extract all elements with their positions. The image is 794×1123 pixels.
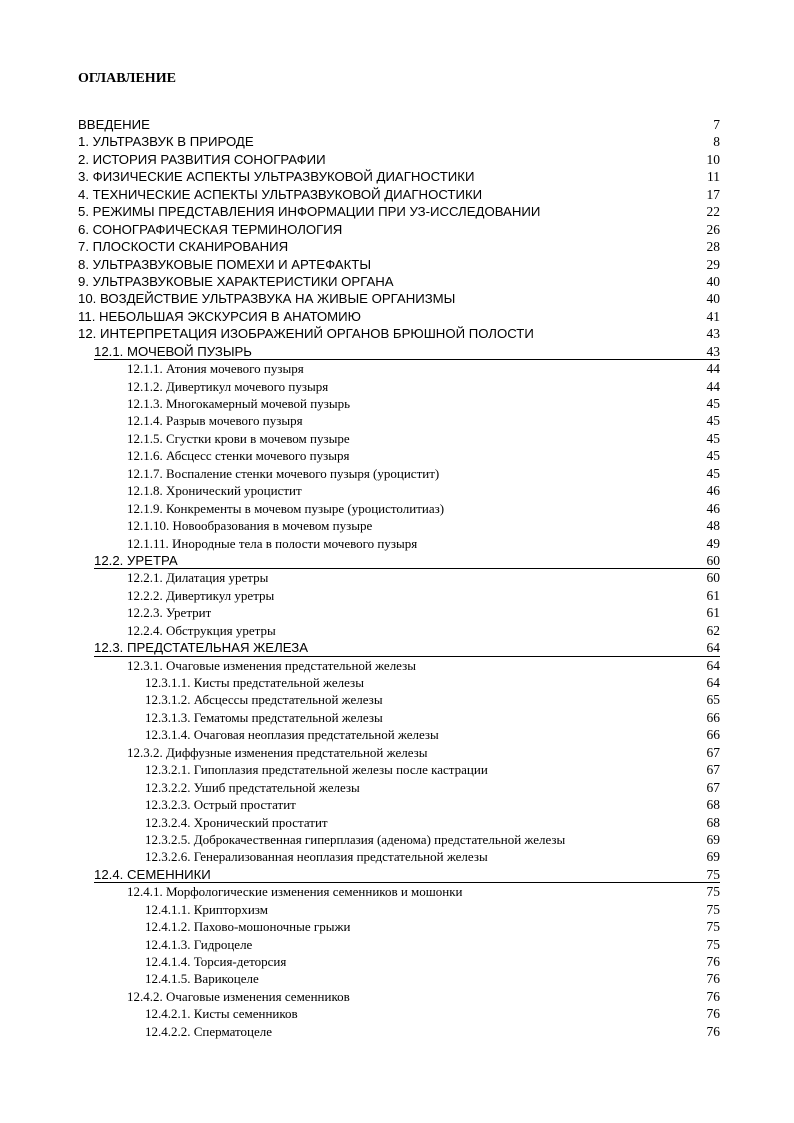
toc-entry[interactable]	[78, 848, 720, 865]
toc-entry-title: ВВЕДЕНИЕ	[78, 117, 150, 132]
toc-entry-title: 10. ВОЗДЕЙСТВИЕ УЛЬТРАЗВУКА НА ЖИВЫЕ ОРГАНИЗМЫ	[78, 291, 456, 307]
toc-entry-page-number: 45	[706, 465, 720, 481]
toc-entry[interactable]	[78, 691, 720, 708]
toc-entry-page-number: 46	[706, 500, 720, 516]
page-title: ОГЛАВЛЕНИЕ	[78, 71, 176, 86]
toc-entry[interactable]	[78, 465, 720, 482]
toc-entry-page-number: 75	[706, 901, 720, 917]
toc-entry[interactable]	[78, 953, 720, 970]
toc-entry[interactable]	[78, 674, 720, 691]
toc-entry-title: 12.1.9. Конкременты в мочевом пузыре (уроцистолитиаз)	[127, 500, 445, 516]
toc-entry-page-number: 76	[706, 954, 720, 969]
toc-entry-title: 12.3.1.3. Гематомы предстательной железы	[145, 709, 383, 725]
toc-entry-page-number: 61	[706, 587, 720, 603]
toc-entry[interactable]	[78, 761, 720, 778]
toc-entry-page-number: 26	[706, 221, 720, 237]
toc-entry-title: 12.4.1.4. Торсия-деторсия	[145, 954, 287, 969]
toc-entry-title: 12.3.1.4. Очаговая неоплазия предстательной железы	[145, 727, 439, 743]
toc-entry-page-number: 69	[706, 849, 720, 865]
toc-entry[interactable]	[78, 744, 720, 761]
toc-entry-page-number: 8	[713, 134, 720, 150]
toc-entry-title: 12.1.11. Инородные тела в полости мочевого пузыря	[127, 535, 418, 551]
toc-entry-title: 12.1.3. Многокамерный мочевой пузырь	[127, 396, 351, 411]
toc-entry-page-number: 45	[706, 413, 720, 429]
toc-entry-page-number: 28	[706, 239, 720, 255]
toc-entry-title: 12.3.1. Очаговые изменения предстательной железы	[127, 657, 416, 673]
toc-entry[interactable]	[78, 779, 720, 796]
toc-entry-title: 3. ФИЗИЧЕСКИЕ АСПЕКТЫ УЛЬТРАЗВУКОВОЙ ДИАГНОСТИКИ	[78, 169, 475, 185]
toc-entry-title: 12.4.1.3. Гидроцеле	[145, 936, 253, 952]
toc-entry-title: 12.3.2.3. Острый простатит	[145, 797, 296, 813]
toc-entry-page-number: 45	[706, 448, 720, 464]
table-of-contents-page	[78, 70, 720, 1040]
toc-entry-title: 12.4.1.5. Варикоцеле	[145, 971, 259, 987]
toc-entry[interactable]	[78, 709, 720, 726]
toc-entry-title: 12.1.1. Атония мочевого пузыря	[127, 361, 304, 377]
toc-entry-page-number: 65	[706, 692, 720, 708]
toc-entry-page-number: 43	[706, 343, 720, 359]
toc-entry-page-number: 64	[706, 640, 720, 656]
toc-entry-title: 12.4.2.1. Кисты семенников	[145, 1006, 298, 1022]
toc-entry[interactable]	[78, 622, 720, 639]
toc-entry-page-number: 75	[706, 866, 720, 882]
toc-entry[interactable]	[78, 430, 720, 447]
toc-entry[interactable]	[78, 151, 720, 168]
toc-entry[interactable]	[94, 866, 720, 883]
toc-entry-title: 12.3.2.4. Хронический простатит	[145, 814, 328, 830]
toc-entry-page-number: 69	[706, 831, 720, 847]
toc-entry-title: 12.4.2. Очаговые изменения семенников	[127, 988, 350, 1004]
toc-entry[interactable]	[78, 918, 720, 935]
toc-entry-title: 12.1.5. Сгустки крови в мочевом пузыре	[127, 430, 350, 446]
toc-entry[interactable]	[78, 569, 720, 586]
toc-entry[interactable]	[78, 587, 720, 604]
toc-entry-title: 8. УЛЬТРАЗВУКОВЫЕ ПОМЕХИ И АРТЕФАКТЫ	[78, 256, 372, 272]
toc-entry-page-number: 76	[706, 1006, 720, 1022]
toc-entry-page-number: 68	[706, 797, 720, 813]
toc-entry[interactable]	[78, 988, 720, 1005]
toc-entry-page-number: 40	[706, 291, 720, 307]
toc-entry-page-number: 75	[706, 936, 720, 952]
toc-entry-page-number: 60	[706, 570, 720, 586]
toc-entry[interactable]	[78, 535, 720, 552]
toc-entry-title: 12.3.1.2. Абсцессы предстательной железы	[145, 692, 383, 708]
toc-entry-title: 9. УЛЬТРАЗВУКОВЫЕ ХАРАКТЕРИСТИКИ ОРГАНА	[78, 273, 394, 289]
toc-entry-page-number: 40	[706, 273, 720, 289]
toc-entry[interactable]	[78, 186, 720, 203]
toc-entry-page-number: 11	[707, 169, 720, 185]
toc-entry[interactable]	[78, 482, 720, 499]
toc-entry[interactable]	[94, 552, 720, 569]
toc-entry-page-number: 76	[706, 1023, 720, 1039]
toc-entry-title: 7. ПЛОСКОСТИ СКАНИРОВАНИЯ	[78, 239, 289, 255]
toc-entry-title: 4. ТЕХНИЧЕСКИЕ АСПЕКТЫ УЛЬТРАЗВУКОВОЙ ДИАГНОСТИКИ	[78, 186, 483, 202]
toc-entry-page-number: 17	[706, 186, 720, 202]
toc-entry-title: 12.3.2.6. Генерализованная неоплазия предстательной железы	[145, 849, 488, 865]
toc-entry-page-number: 62	[706, 622, 720, 638]
toc-entry-title: 12. ИНТЕРПРЕТАЦИЯ ИЗОБРАЖЕНИЙ ОРГАНОВ БРЮШНОЙ ПОЛОСТИ	[78, 326, 534, 342]
toc-entry[interactable]	[78, 814, 720, 831]
toc-entry-title: 12.3. ПРЕДСТАТЕЛЬНАЯ ЖЕЛЕЗА	[94, 640, 309, 656]
toc-entry-title: 12.2.4. Обструкция уретры	[127, 622, 276, 638]
toc-entry-page-number: 75	[706, 919, 720, 935]
toc-entry-title: 12.2. УРЕТРА	[94, 552, 178, 568]
toc-entry-title: 12.2.3. Уретрит	[127, 605, 212, 621]
toc-entry-title: 12.4.1. Морфологические изменения семенников и мошонки	[127, 884, 463, 900]
toc-entry[interactable]	[78, 116, 720, 133]
toc-entry[interactable]	[78, 901, 720, 918]
toc-entry[interactable]	[78, 273, 720, 290]
toc-entry-page-number: 45	[706, 430, 720, 446]
toc-entry[interactable]	[94, 639, 720, 656]
toc-entry[interactable]	[78, 290, 720, 307]
toc-entry[interactable]	[94, 343, 720, 360]
toc-entry-page-number: 41	[706, 308, 720, 324]
toc-entry-title: 12.1.4. Разрыв мочевого пузыря	[127, 413, 303, 429]
toc-entry[interactable]	[78, 412, 720, 429]
toc-entry-title: 12.2.2. Дивертикул уретры	[127, 587, 275, 603]
toc-entry-page-number: 29	[706, 256, 720, 272]
toc-entry-title: 12.3.2.5. Доброкачественная гиперплазия (аденома) предстательной железы	[145, 831, 566, 847]
toc-entry-page-number: 75	[706, 884, 720, 900]
toc-entry[interactable]	[78, 970, 720, 987]
toc-entry-page-number: 46	[706, 483, 720, 499]
toc-entry-page-number: 76	[706, 988, 720, 1004]
toc-entry-title: 12.1.6. Абсцесс стенки мочевого пузыря	[127, 448, 350, 464]
toc-entry-page-number: 22	[706, 204, 720, 220]
toc-entry[interactable]	[78, 831, 720, 848]
toc-entry-title: 6. СОНОГРАФИЧЕСКАЯ ТЕРМИНОЛОГИЯ	[78, 221, 343, 237]
toc-entry[interactable]	[78, 500, 720, 517]
toc-entry-title: 12.2.1. Дилатация уретры	[127, 570, 269, 586]
toc-entry-title: 12.4.2.2. Сперматоцеле	[145, 1023, 273, 1039]
toc-entry-page-number: 49	[706, 535, 720, 551]
toc-entry[interactable]	[78, 1005, 720, 1022]
toc-entry-page-number: 45	[706, 396, 720, 411]
toc-entry[interactable]	[78, 936, 720, 953]
toc-entry-title: 12.4.1.2. Пахово-мошоночные грыжи	[145, 919, 351, 935]
toc-entry-page-number: 44	[706, 361, 720, 377]
toc-entry-page-number: 64	[706, 675, 720, 690]
toc-entry-page-number: 43	[706, 326, 720, 342]
toc-entry-page-number: 66	[706, 727, 720, 743]
toc-entry[interactable]	[78, 378, 720, 395]
toc-entry[interactable]	[78, 325, 720, 342]
toc-entry-page-number: 44	[706, 378, 720, 394]
toc-entry[interactable]	[78, 238, 720, 255]
toc-entry-title: 12.3.2.1. Гипоплазия предстательной железы после кастрации	[145, 762, 488, 778]
toc-entry-page-number: 60	[706, 552, 720, 568]
toc-entry-title: 12.4.1.1. Крипторхизм	[145, 901, 268, 917]
toc-entry[interactable]	[78, 133, 720, 150]
toc-entry-page-number: 10	[706, 151, 720, 167]
toc-entry-title: 1. УЛЬТРАЗВУК В ПРИРОДЕ	[78, 134, 254, 150]
toc-entry-page-number: 66	[706, 709, 720, 725]
toc-entry-title: 12.3.1.1. Кисты предстательной железы	[145, 675, 364, 690]
toc-entry-title: 12.1.8. Хронический уроцистит	[127, 483, 302, 499]
toc-entry-page-number: 67	[706, 744, 720, 760]
toc-entry-title: 12.3.2. Диффузные изменения предстательной железы	[127, 744, 428, 760]
toc-entry-page-number: 67	[706, 762, 720, 778]
toc-entry[interactable]	[78, 1023, 720, 1040]
toc-entry[interactable]	[78, 726, 720, 743]
toc-entry[interactable]	[78, 883, 720, 900]
toc-entry-title: 12.3.2.2. Ушиб предстательной железы	[145, 779, 360, 795]
toc-list	[78, 116, 720, 1040]
toc-entry[interactable]	[78, 447, 720, 464]
toc-entry-page-number: 61	[706, 605, 720, 621]
toc-entry-title: 12.1. МОЧЕВОЙ ПУЗЫРЬ	[94, 343, 252, 359]
toc-entry-page-number: 76	[706, 971, 720, 987]
toc-entry-title: 5. РЕЖИМЫ ПРЕДСТАВЛЕНИЯ ИНФОРМАЦИИ ПРИ УЗ-ИССЛЕДОВАНИИ	[78, 204, 541, 220]
toc-entry-title: 2. ИСТОРИЯ РАЗВИТИЯ СОНОГРАФИИ	[78, 151, 326, 167]
toc-entry-page-number: 68	[706, 814, 720, 830]
toc-entry[interactable]	[78, 517, 720, 534]
toc-entry-title: 11. НЕБОЛЬШАЯ ЭКСКУРСИЯ В АНАТОМИЮ	[78, 308, 361, 324]
toc-entry[interactable]	[78, 360, 720, 377]
toc-entry[interactable]	[78, 203, 720, 220]
toc-entry-page-number: 7	[713, 117, 720, 132]
toc-entry[interactable]	[78, 657, 720, 674]
toc-entry-title: 12.1.10. Новообразования в мочевом пузыре	[127, 518, 373, 534]
toc-entry[interactable]	[78, 168, 720, 185]
toc-entry-title: 12.4. СЕМЕННИКИ	[94, 866, 211, 882]
toc-entry-title: 12.1.7. Воспаление стенки мочевого пузыря (уроцистит)	[127, 465, 440, 481]
toc-entry[interactable]	[78, 395, 720, 412]
toc-entry[interactable]	[78, 308, 720, 325]
toc-entry-page-number: 48	[706, 518, 720, 534]
toc-entry[interactable]	[78, 796, 720, 813]
toc-entry[interactable]	[78, 604, 720, 621]
toc-entry-title: 12.1.2. Дивертикул мочевого пузыря	[127, 378, 329, 394]
toc-entry[interactable]	[78, 221, 720, 238]
toc-entry-page-number: 64	[706, 657, 720, 673]
toc-entry-page-number: 67	[706, 779, 720, 795]
toc-entry[interactable]	[78, 256, 720, 273]
